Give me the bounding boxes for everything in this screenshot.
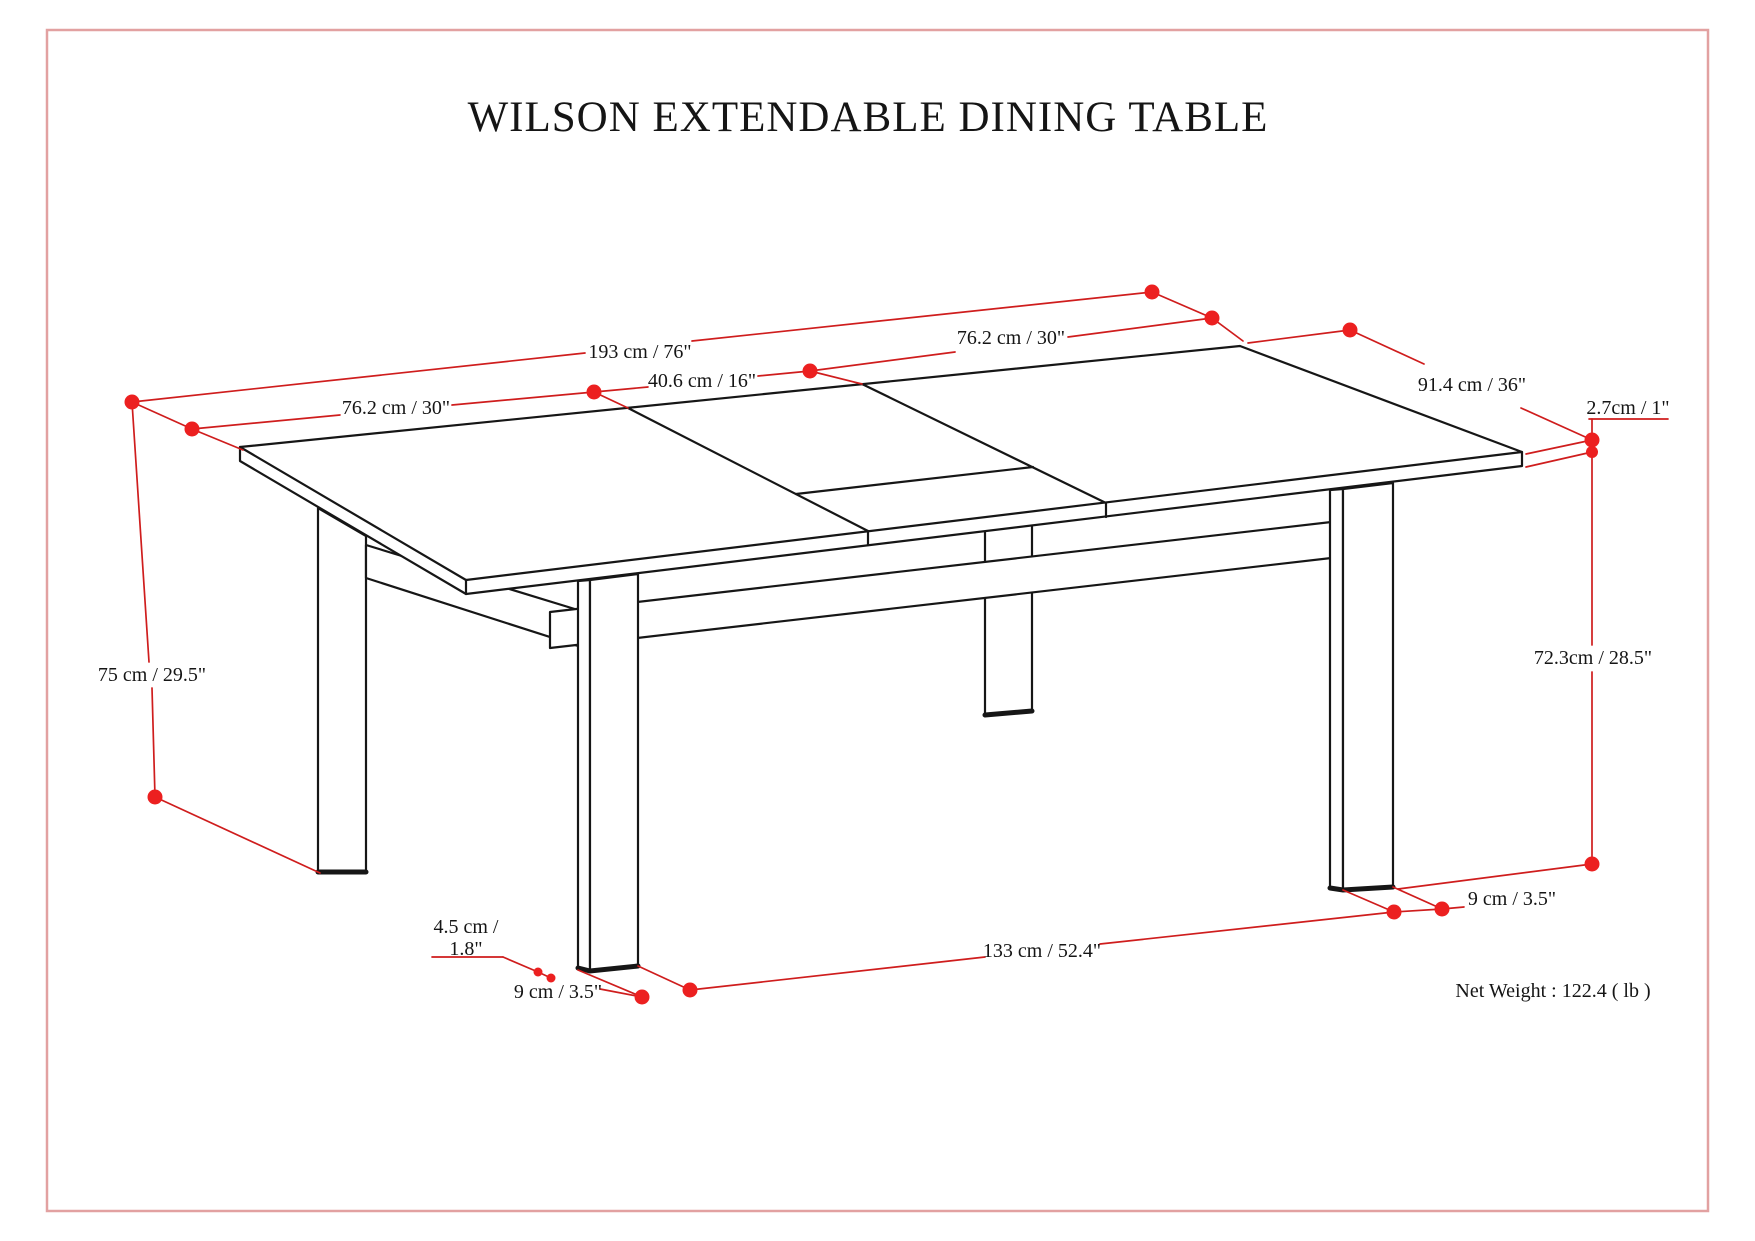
label-overall-length: 193 cm / 76" [588,341,692,363]
label-height-right: 72.3cm / 28.5" [1533,647,1653,669]
label-depth: 91.4 cm / 36" [1417,374,1527,396]
label-leaf-length: 40.6 cm / 16" [647,370,757,392]
label-leg-right: 9 cm / 3.5" [1467,888,1557,910]
page-title: WILSON EXTENDABLE DINING TABLE [467,94,1269,141]
table-drawing [240,346,1522,971]
label-height-left: 75 cm / 29.5" [97,664,207,686]
page-border [47,30,1708,1211]
label-thickness: 2.7cm / 1" [1586,397,1670,419]
table-leg-back-right [985,516,1032,715]
label-foot-detail-line2: 1.8" [449,938,483,960]
table-leg-back-left [318,508,366,872]
table-leg-front-right [1330,483,1393,890]
net-weight-label: Net Weight : 122.4 ( lb ) [1455,980,1651,1002]
label-leg-left: 9 cm / 3.5" [513,981,603,1003]
label-right-section: 76.2 cm / 30" [956,327,1066,349]
dimension-line-height-right [1398,452,1592,889]
label-leg-span: 133 cm / 52.4" [982,940,1102,962]
label-left-section: 76.2 cm / 30" [341,397,451,419]
dimension-line-foot-detail [432,957,551,978]
label-foot-detail-line1: 4.5 cm / [433,916,499,938]
table-leg-front-left [578,574,638,971]
